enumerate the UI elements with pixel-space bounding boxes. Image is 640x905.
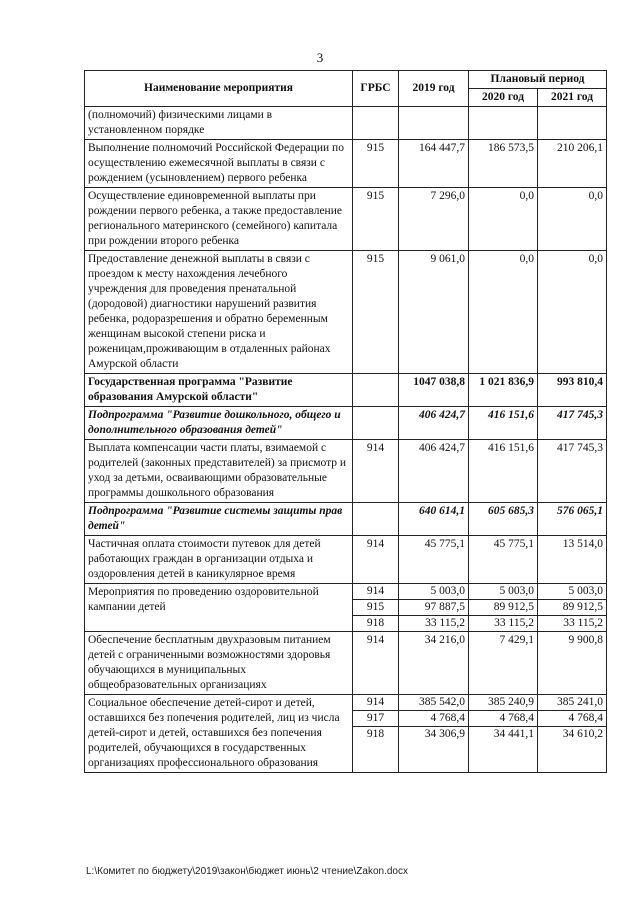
- row-2021: 417 745,3: [538, 407, 607, 440]
- row-2019: [399, 584, 469, 632]
- row-grbs: 914: [353, 632, 399, 695]
- amount-value: 385 240,9: [488, 696, 534, 708]
- page-number: 3: [316, 50, 324, 65]
- amount-value: 4 768,4: [469, 710, 537, 726]
- row-2021: [538, 584, 607, 632]
- grbs-value: 917: [353, 710, 398, 726]
- col-header-2019: 2019 год: [399, 71, 469, 107]
- table-row: [85, 140, 607, 188]
- row-2020: 605 685,3: [469, 503, 538, 536]
- row-name: Подпрограмма "Развитие дошкольного, общего и дополнительного образования детей": [85, 407, 353, 440]
- row-2020: [469, 107, 538, 140]
- row-grbs: [353, 503, 399, 536]
- row-name: Предоставление денежной выплаты в связи с проездом к месту нахождения лечебного учреждения для проведения пренатальной (дородовой) диагностики нарушений развития ребенка, родоразрешения и обратно беременным женщинам высокой степени риска и роженицам,проживающим в отдаленных районах Амурской области: [85, 251, 353, 374]
- row-name: Обеспечение бесплатным двухразовым питанием детей с ограниченными возможностями здоровья обучающихся в муниципальных общеобразовательных организациях: [85, 632, 353, 695]
- budget-table: [84, 70, 607, 773]
- row-2021: 9 900,8: [538, 632, 607, 695]
- amount-value: 385 241,0: [557, 696, 604, 708]
- subprogram-row: [85, 407, 607, 440]
- grbs-value: 915: [353, 599, 398, 615]
- row-2021: [538, 107, 607, 140]
- amount-value: 5 003,0: [499, 585, 534, 597]
- row-2019: 406 424,7: [399, 407, 469, 440]
- col-header-2021: 2021 год: [538, 89, 607, 107]
- amount-value: 5 003,0: [568, 585, 604, 597]
- file-path-footer: L:\Комитет по бюджету\2019\закон\бюджет июнь\2 чтение\Zakon.docx: [86, 866, 408, 877]
- row-name: Осуществление единовременной выплаты при рождении первого ребенка, а также предоставление регионального материнского (семейного) капитала при рождении второго ребенка: [85, 188, 353, 251]
- row-name: Выполнение полномочий Российской Федерации по осуществлению ежемесячной выплаты в связи с рождением (усыновлением) первого ребенка: [85, 140, 353, 188]
- amount-value: 4 768,4: [538, 710, 606, 726]
- row-grbs: [353, 374, 399, 407]
- row-2020: 1 021 836,9: [469, 374, 538, 407]
- row-2019: 164 447,7: [399, 140, 469, 188]
- row-grbs: 915: [353, 188, 399, 251]
- amount-value: 33 115,2: [399, 615, 468, 631]
- amount-value: 34 610,2: [538, 726, 606, 742]
- row-2021: 0,0: [538, 188, 607, 251]
- row-grbs: 915: [353, 251, 399, 374]
- row-2019: 640 614,1: [399, 503, 469, 536]
- row-2019: 406 424,7: [399, 440, 469, 503]
- amount-value: 385 542,0: [419, 696, 465, 708]
- row-grbs: 915: [353, 140, 399, 188]
- row-name: Мероприятия по проведению оздоровительной кампании детей: [85, 584, 353, 632]
- header-row: [85, 71, 607, 89]
- row-2021: [538, 695, 607, 773]
- row-grbs: 914: [353, 440, 399, 503]
- grbs-value: 914: [366, 696, 385, 708]
- row-2020: 416 151,6: [469, 440, 538, 503]
- row-grbs: [353, 407, 399, 440]
- table-row: [85, 695, 607, 773]
- amount-value: 34 441,1: [469, 726, 537, 742]
- table-row: [85, 632, 607, 695]
- row-name: Государственная программа "Развитие образования Амурской области": [85, 374, 353, 407]
- amount-value: 89 912,5: [538, 599, 606, 615]
- col-header-planned: Плановый период: [469, 71, 607, 89]
- row-2021: 13 514,0: [538, 536, 607, 584]
- grbs-value: 918: [353, 615, 398, 631]
- row-2021: 0,0: [538, 251, 607, 374]
- table-row: [85, 440, 607, 503]
- amount-value: 89 912,5: [469, 599, 537, 615]
- row-2021: 417 745,3: [538, 440, 607, 503]
- row-2019: [399, 107, 469, 140]
- amount-value: 33 115,2: [469, 615, 537, 631]
- grbs-value: 918: [353, 726, 398, 742]
- row-2019: [399, 695, 469, 773]
- table-row: [85, 188, 607, 251]
- row-2019: 7 296,0: [399, 188, 469, 251]
- row-2020: 7 429,1: [469, 632, 538, 695]
- table-row: [85, 107, 607, 140]
- row-2019: 45 775,1: [399, 536, 469, 584]
- amount-value: 5 003,0: [430, 585, 465, 597]
- row-name: Социальное обеспечение детей-сирот и детей, оставшихся без попечения родителей, лиц из числа детей-сирот и детей, оставшихся без попечения родителей, обучающихся в государственных организациях профессионального образования: [85, 695, 353, 773]
- subprogram-row: [85, 503, 607, 536]
- amount-value: 34 306,9: [399, 726, 468, 742]
- row-name: Частичная оплата стоимости путевок для детей работающих граждан в организации отдыха и оздоровления детей в каникулярное время: [85, 536, 353, 584]
- table-row: [85, 584, 607, 632]
- table-row: [85, 251, 607, 374]
- row-2020: 0,0: [469, 251, 538, 374]
- row-grbs: 914: [353, 536, 399, 584]
- row-2021: 576 065,1: [538, 503, 607, 536]
- row-2021: 210 206,1: [538, 140, 607, 188]
- grbs-value: 914: [366, 585, 385, 597]
- amount-value: 97 887,5: [399, 599, 468, 615]
- amount-value: 33 115,2: [538, 615, 606, 631]
- row-grbs: [353, 584, 399, 632]
- col-header-grbs: ГРБС: [353, 71, 399, 107]
- table-row: [85, 536, 607, 584]
- row-2019: 34 216,0: [399, 632, 469, 695]
- row-name: (полномочий) физическими лицами в установленном порядке: [85, 107, 353, 140]
- row-2019: 1047 038,8: [399, 374, 469, 407]
- amount-value: 4 768,4: [399, 710, 468, 726]
- row-grbs: [353, 695, 399, 773]
- row-name: Выплата компенсации части платы, взимаемой с родителей (законных представителей) за присмотр и уход за детьми, осваивающими образовательные программы дошкольного образования: [85, 440, 353, 503]
- row-2020: [469, 584, 538, 632]
- row-2020: 186 573,5: [469, 140, 538, 188]
- row-2021: 993 810,4: [538, 374, 607, 407]
- row-2020: 0,0: [469, 188, 538, 251]
- row-2020: [469, 695, 538, 773]
- program-row: [85, 374, 607, 407]
- row-grbs: [353, 107, 399, 140]
- row-2020: 416 151,6: [469, 407, 538, 440]
- row-2020: 45 775,1: [469, 536, 538, 584]
- col-header-name: Наименование мероприятия: [85, 71, 353, 107]
- row-name: Подпрограмма "Развитие системы защиты прав детей": [85, 503, 353, 536]
- col-header-2020: 2020 год: [469, 89, 538, 107]
- row-2019: 9 061,0: [399, 251, 469, 374]
